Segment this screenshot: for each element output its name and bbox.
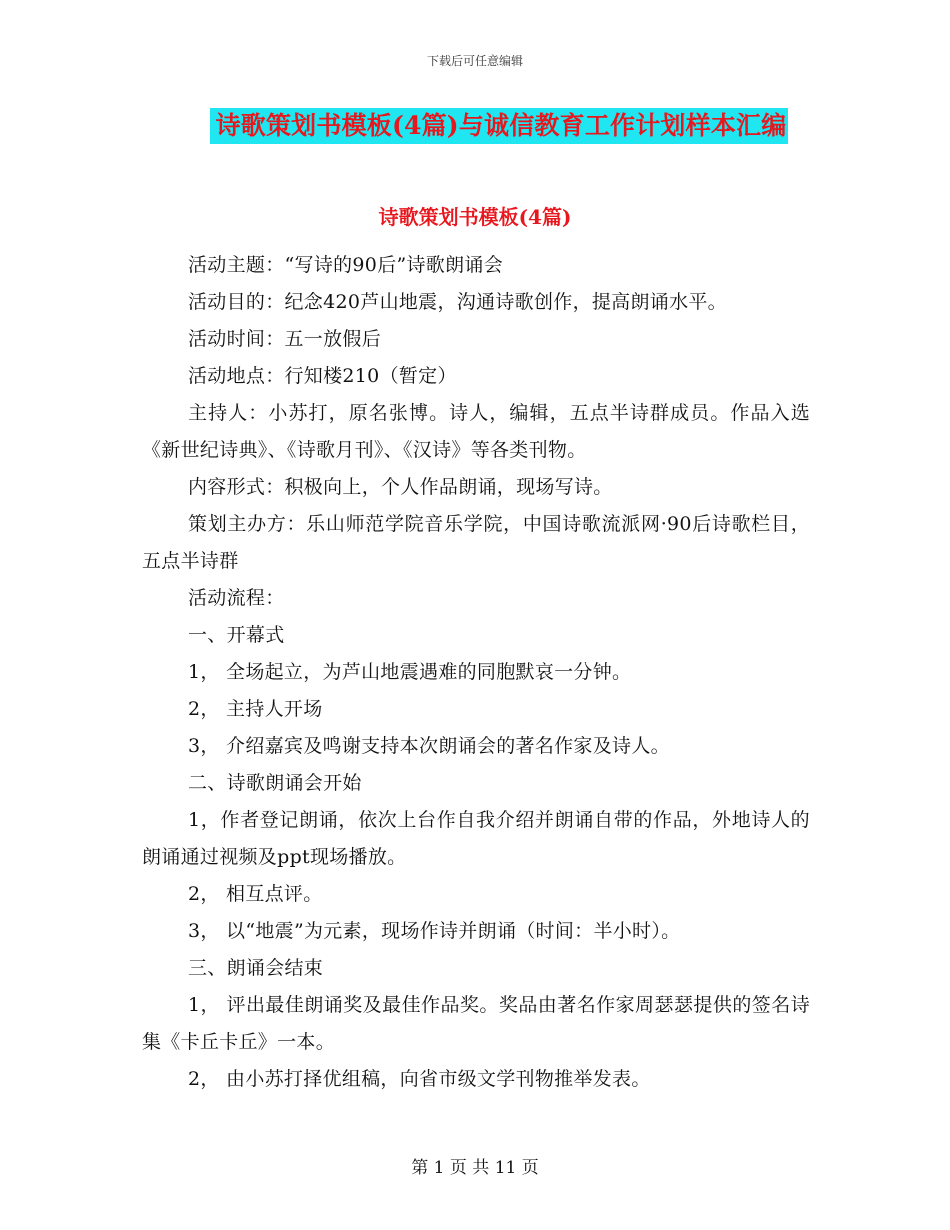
paragraph-section-opening: 一、开幕式 [188,624,285,646]
page-number: 第 1 页 共 11 页 [411,1158,539,1178]
list-item: 1， 评出最佳朗诵奖及最佳作品奖。奖品由著名作家周瑟瑟提供的签名诗集《卡丘卡丘》一本。 [142,994,810,1053]
paragraph-location: 活动地点：行知楼210（暂定） [188,365,457,387]
paragraph-organizer: 策划主办方：乐山师范学院音乐学院，中国诗歌流派网·90后诗歌栏目，五点半诗群 [142,513,810,572]
section-title: 诗歌策划书模板(4篇) [378,205,572,229]
paragraph-purpose: 活动目的：纪念420芦山地震，沟通诗歌创作，提高朗诵水平。 [188,291,727,313]
document-body [142,247,810,1098]
paragraph-section-recital: 二、诗歌朗诵会开始 [188,772,362,794]
paragraph-host: 主持人：小苏打，原名张博。诗人，编辑，五点半诗群成员。作品入选《新世纪诗典》、《诗歌月刊》、《汉诗》等各类刊物。 [142,402,810,461]
list-item: 2， 主持人开场 [188,698,323,720]
paragraph-time: 活动时间：五一放假后 [188,328,382,350]
list-item: 3， 以“地震”为元素，现场作诗并朗诵（时间：半小时）。 [188,920,681,942]
list-item: 1，作者登记朗诵，依次上台作自我介绍并朗诵自带的作品，外地诗人的朗诵通过视频及ppt现场播放。 [142,809,810,868]
paragraph-theme: 活动主题：“写诗的90后”诗歌朗诵会 [188,254,504,276]
main-title: 诗歌策划书模板(4篇)与诚信教育工作计划样本汇编 [210,108,789,144]
paragraph-process-heading: 活动流程： [188,587,285,609]
paragraph-section-closing: 三、朗诵会结束 [188,957,324,979]
list-item: 2， 由小苏打择优组稿，向省市级文学刊物推举发表。 [188,1068,651,1090]
main-title-container [0,108,950,144]
paragraph-format: 内容形式：积极向上，个人作品朗诵，现场写诗。 [188,476,613,498]
header-note: 下载后可任意编辑 [426,54,523,68]
list-item: 2， 相互点评。 [188,883,323,905]
list-item: 3， 介绍嘉宾及鸣谢支持本次朗诵会的著名作家及诗人。 [188,735,670,757]
list-item: 1， 全场起立，为芦山地震遇难的同胞默哀一分钟。 [188,661,632,683]
